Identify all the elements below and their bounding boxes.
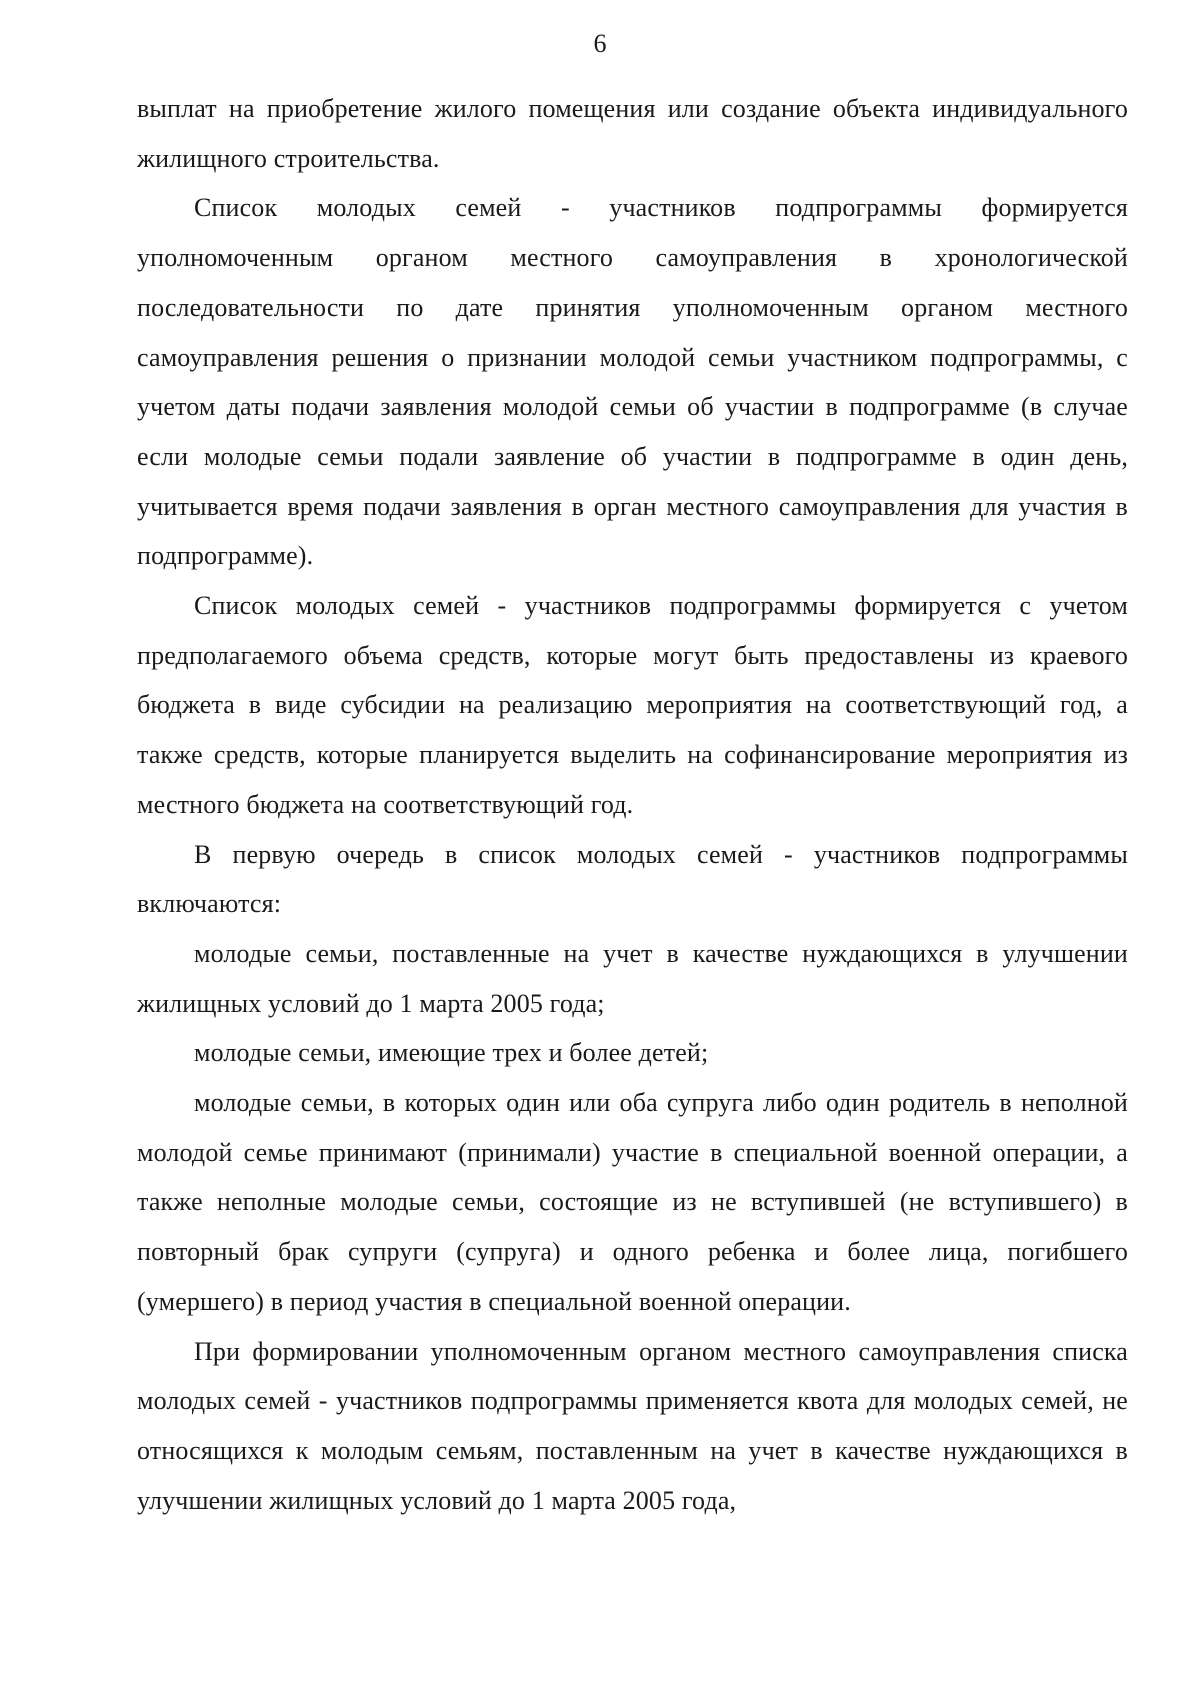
paragraph-priority-military-operation: молодые семьи, в которых один или оба супруга либо один родитель в неполной молодой семье принимают (принимали) участие в специальной военной операции, а также неполные молодые семьи, состоящие из не вступившей (не вступившего) в повторный брак супруги (супруга) и одного ребенка и более лица, погибшего (умершего) в период участия в специальной военной операции.: [137, 1088, 1128, 1316]
paragraph-list-funding-basis: Список молодых семей - участников подпрограммы формируется с учетом предполагаемого объема средств, которые могут быть предоставлены из краевого бюджета в виде субсидии на реализацию мероприятия на соответствующий год, а также средств, которые планируется выделить на софинансирование мероприятия из местного бюджета на соответствующий год.: [137, 591, 1128, 819]
paragraph-priority-registered-2005: молодые семьи, поставленные на учет в качестве нуждающихся в улучшении жилищных условий до 1 марта 2005 года;: [137, 938, 1128, 1018]
paragraph-list-formation-order: Список молодых семей - участников подпрограммы формируется уполномоченным органом местного самоуправления в хронологической последовательности по дате принятия уполномоченным органом местного самоуправления решения о признании молодой семьи участником подпрограммы, с учетом даты подачи заявления молодой семьи об участии в подпрограмме (в случае если молодые семьи подали заявление об участии в подпрограмме в один день, учитывается время подачи заявления в орган местного самоуправления для участия в подпрограмме).: [137, 193, 1128, 571]
paragraph-payments-continuation: выплат на приобретение жилого помещения или создание объекта индивидуального жилищного строительства.: [137, 94, 1128, 173]
document-body: [137, 84, 1128, 1525]
paragraph-quota: При формировании уполномоченным органом местного самоуправления списка молодых семей - участников подпрограммы применяется квота для молодых семей, не относящихся к молодым семьям, поставленным на учет в качестве нуждающихся в улучшении жилищных условий до 1 марта 2005 года,: [137, 1336, 1128, 1515]
paragraph-priority-intro: В первую очередь в список молодых семей - участников подпрограммы включаются:: [137, 839, 1128, 919]
page-number: 6: [593, 29, 607, 58]
paragraph-priority-large-families: молодые семьи, имеющие трех и более детей;: [194, 1038, 709, 1068]
